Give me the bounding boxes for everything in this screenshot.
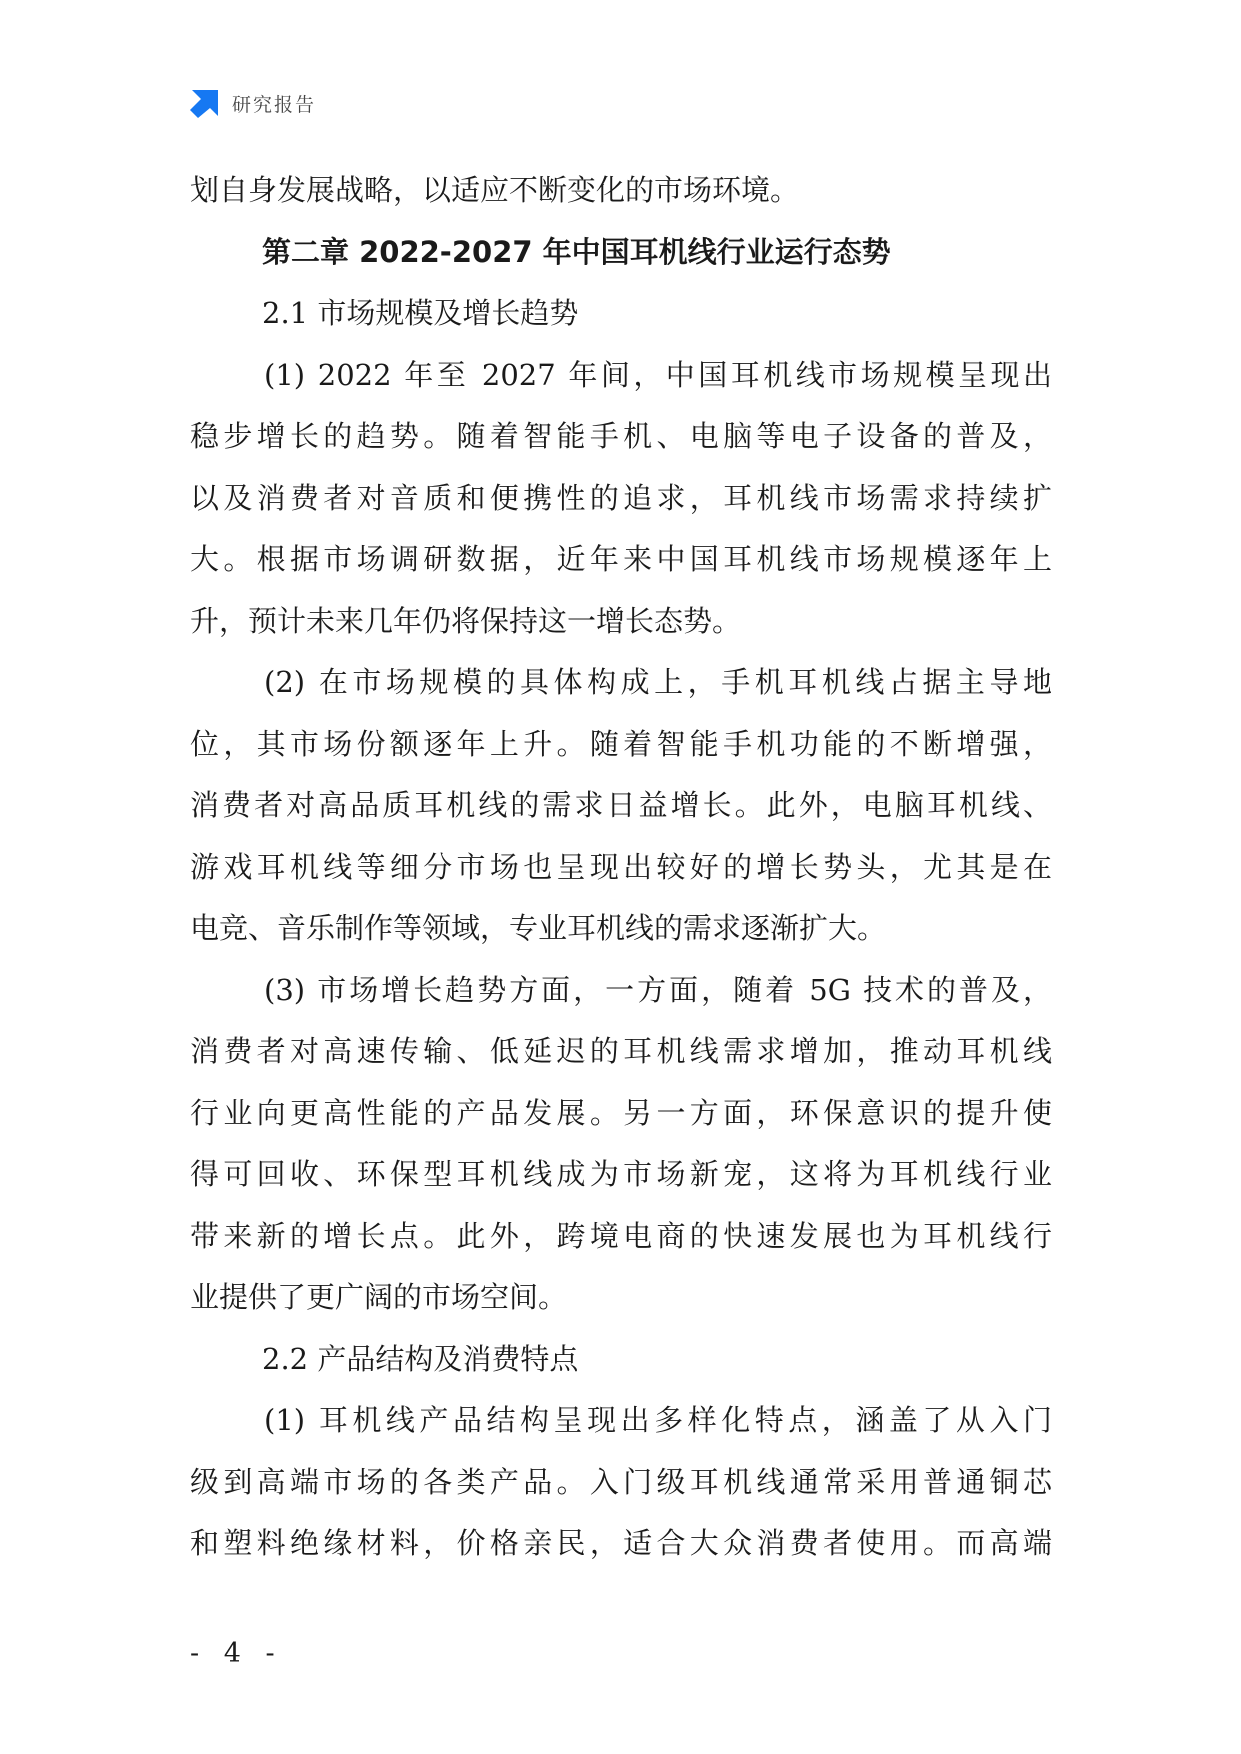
paragraph-line: 业提供了更广阔的市场空间。: [190, 1280, 568, 1314]
chapter-heading: 第二章 2022-2027 年中国耳机线行业运行态势: [262, 234, 891, 269]
paragraph-line: 升，预计未来几年仍将保持这一增长态势。: [190, 603, 742, 638]
paragraph-line: 和塑料绝缘材料，价格亲民，适合大众消费者使用。而高端: [190, 1526, 1052, 1560]
paragraph-line: (1) 2022 年至 2027 年间，中国耳机线市场规模呈现出: [264, 357, 1052, 392]
arrow-up-right-icon: [190, 88, 220, 118]
report-header: [190, 88, 316, 118]
paragraph-line: (3) 市场增长趋势方面，一方面，随着 5G 技术的普及，: [264, 972, 1052, 1007]
page-number: - 4 -: [190, 1638, 283, 1669]
paragraph-line: 带来新的增长点。此外，跨境电商的快速发展也为耳机线行: [190, 1218, 1052, 1253]
section-heading: 2.2 产品结构及消费特点: [262, 1341, 579, 1376]
paragraph-line: 大。根据市场调研数据，近年来中国耳机线市场规模逐年上: [190, 542, 1052, 576]
header-title: 研究报告: [232, 93, 317, 116]
paragraph-line: 游戏耳机线等细分市场也呈现出较好的增长势头，尤其是在: [190, 849, 1052, 884]
paragraph-line: 行业向更高性能的产品发展。另一方面，环保意识的提升使: [190, 1095, 1052, 1130]
section-heading: 2.1 市场规模及增长趋势: [262, 296, 579, 330]
paragraph-line: 划自身发展战略，以适应不断变化的市场环境。: [190, 173, 800, 207]
paragraph-line: 以及消费者对音质和便携性的追求，耳机线市场需求持续扩: [190, 480, 1052, 515]
paragraph-line: 位，其市场份额逐年上升。随着智能手机功能的不断增强，: [190, 726, 1052, 761]
paragraph-line: 稳步增长的趋势。随着智能手机、电脑等电子设备的普及，: [190, 419, 1052, 453]
paragraph-line: 消费者对高速传输、低延迟的耳机线需求增加，推动耳机线: [190, 1034, 1052, 1068]
paragraph-line: (1) 耳机线产品结构呈现出多样化特点，涵盖了从入门: [264, 1403, 1052, 1437]
document-body: [190, 160, 1052, 1575]
paragraph-line: 消费者对高品质耳机线的需求日益增长。此外，电脑耳机线、: [190, 788, 1052, 822]
paragraph-line: 级到高端市场的各类产品。入门级耳机线通常采用普通铜芯: [190, 1464, 1052, 1499]
paragraph-line: 得可回收、环保型耳机线成为市场新宠，这将为耳机线行业: [190, 1157, 1052, 1191]
paragraph-line: (2) 在市场规模的具体构成上，手机耳机线占据主导地: [264, 665, 1052, 699]
paragraph-line: 电竞、音乐制作等领域，专业耳机线的需求逐渐扩大。: [190, 911, 887, 945]
